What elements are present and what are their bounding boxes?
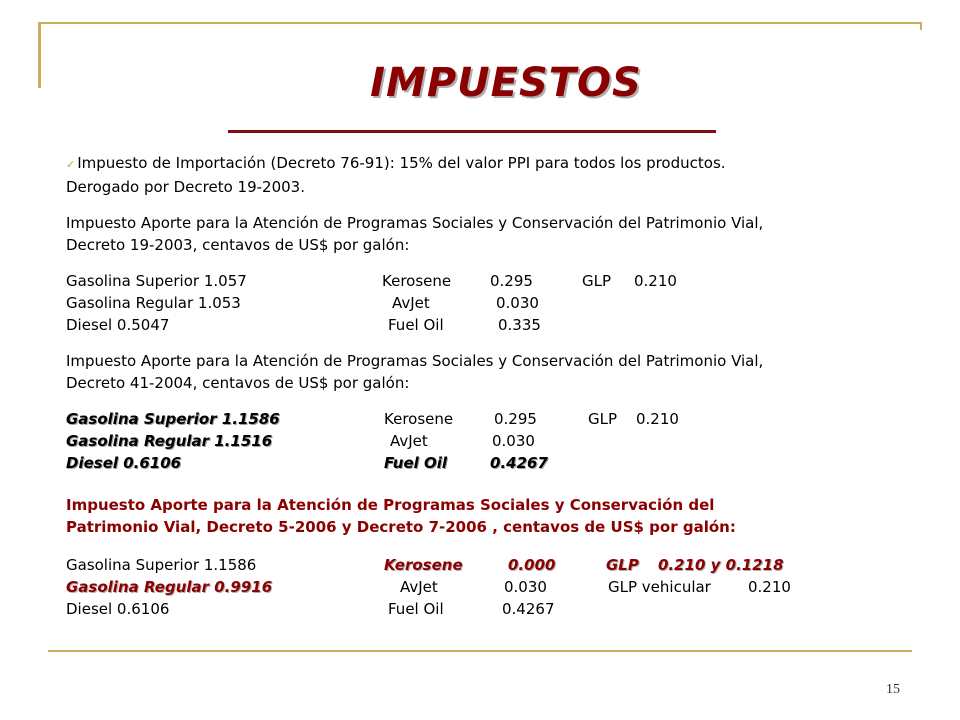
frame-top-line bbox=[38, 22, 922, 24]
s3-r3-value: 0.4267 bbox=[502, 600, 555, 618]
s3-r1-value2: 0.210 y 0.1218 bbox=[658, 556, 784, 574]
s2-r1-item: Kerosene bbox=[384, 410, 454, 428]
s1-r3-product: Diesel 0.5047 bbox=[66, 316, 170, 334]
s1-r1-value2: 0.210 bbox=[634, 272, 677, 290]
frame-bottom-line bbox=[48, 650, 912, 652]
s3-r3-product: Diesel 0.6106 bbox=[66, 600, 170, 618]
s2-r1-product: Gasolina Superior 1.1586 bbox=[66, 410, 280, 428]
s3-r2-value: 0.030 bbox=[504, 578, 547, 596]
frame-right-tick bbox=[920, 22, 922, 30]
section2-heading bbox=[66, 350, 886, 394]
s2-r3-product: Diesel 0.6106 bbox=[66, 454, 182, 472]
title-underline bbox=[228, 130, 716, 133]
s3-r2-product: Gasolina Regular 0.9916 bbox=[66, 578, 273, 596]
s1-r2-item: AvJet bbox=[392, 294, 430, 312]
s3-r2-item: AvJet bbox=[400, 578, 438, 596]
section1-heading bbox=[66, 212, 886, 256]
s2-r1-value: 0.295 bbox=[494, 410, 537, 428]
s3-r2-value2: 0.210 bbox=[748, 578, 791, 596]
section3-heading bbox=[66, 494, 886, 538]
page-number: 15 bbox=[886, 682, 900, 697]
check-icon: ✓ bbox=[66, 158, 76, 171]
section1-line2: Decreto 19-2003, centavos de US$ por galón: bbox=[66, 236, 410, 254]
s2-r2-item: AvJet bbox=[390, 432, 428, 450]
page-title: IMPUESTOS bbox=[370, 60, 642, 106]
section2-line2: Decreto 41-2004, centavos de US$ por galón: bbox=[66, 374, 410, 392]
s1-r1-item2: GLP bbox=[582, 272, 612, 290]
section1-line1: Impuesto Aporte para la Atención de Programas Sociales y Conservación del Patrimonio Vial, bbox=[66, 214, 764, 232]
import-tax-paragraph bbox=[66, 152, 886, 198]
s2-r2-product: Gasolina Regular 1.1516 bbox=[66, 432, 273, 450]
section3-line2: Patrimonio Vial, Decreto 5-2006 y Decreto 7-2006 , centavos de US$ por galón: bbox=[66, 518, 736, 536]
import-tax-line1: Impuesto de Importación (Decreto 76-91): 15% del valor PPI para todos los productos. bbox=[77, 154, 726, 172]
s3-r1-value: 0.000 bbox=[508, 556, 556, 574]
s1-r3-item: Fuel Oil bbox=[388, 316, 444, 334]
section3-line1: Impuesto Aporte para la Atención de Programas Sociales y Conservación del bbox=[66, 496, 715, 514]
s3-r2-item2: GLP vehicular bbox=[608, 578, 711, 596]
s2-r3-value: 0.4267 bbox=[490, 454, 548, 472]
s2-r2-value: 0.030 bbox=[492, 432, 535, 450]
s1-r1-value: 0.295 bbox=[490, 272, 533, 290]
s1-r1-product: Gasolina Superior 1.057 bbox=[66, 272, 247, 290]
s1-r1-item: Kerosene bbox=[382, 272, 452, 290]
s1-r3-value: 0.335 bbox=[498, 316, 541, 334]
s3-r1-item2: GLP bbox=[606, 556, 639, 574]
import-tax-line2: Derogado por Decreto 19-2003. bbox=[66, 178, 305, 196]
s3-r1-product: Gasolina Superior 1.1586 bbox=[66, 556, 257, 574]
section2-line1: Impuesto Aporte para la Atención de Programas Sociales y Conservación del Patrimonio Vial, bbox=[66, 352, 764, 370]
s3-r3-item: Fuel Oil bbox=[388, 600, 444, 618]
s2-r1-value2: 0.210 bbox=[636, 410, 679, 428]
s2-r3-item: Fuel Oil bbox=[384, 454, 448, 472]
s3-r1-item: Kerosene bbox=[384, 556, 463, 574]
s1-r2-value: 0.030 bbox=[496, 294, 539, 312]
s1-r2-product: Gasolina Regular 1.053 bbox=[66, 294, 241, 312]
s2-r1-item2: GLP bbox=[588, 410, 618, 428]
